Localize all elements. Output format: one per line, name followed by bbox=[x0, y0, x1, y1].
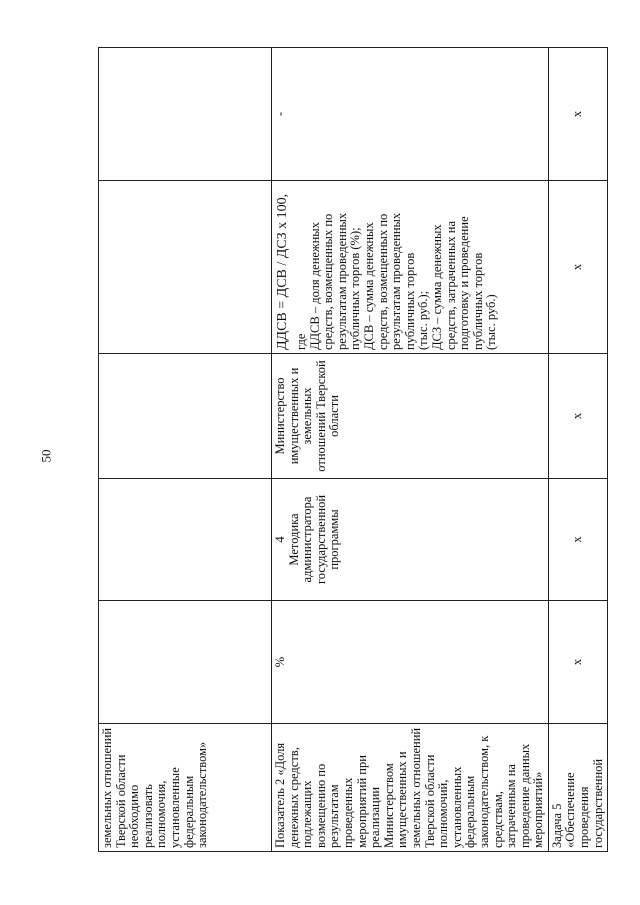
table-row bbox=[99, 48, 272, 852]
formula-line: (тыс. руб.) bbox=[484, 294, 499, 350]
formula-line: ДСЗ – сумма денежных средств, затраченных на подготовку и проведение публичных торгов bbox=[429, 216, 485, 350]
indicator-table bbox=[98, 47, 608, 852]
formula-line: где bbox=[294, 333, 308, 350]
unit-cell: % bbox=[272, 601, 549, 724]
rotated-table-container bbox=[98, 48, 605, 852]
method-cell: х bbox=[548, 181, 607, 354]
indicator-name-cell: земельных отношений Тверской области необходимо реализовать полномочия, установленные федеральным законодательством» bbox=[99, 724, 272, 852]
note-cell bbox=[99, 48, 272, 181]
formula: ДДСВ = ДСВ / ДСЗ х 100, bbox=[275, 193, 290, 350]
indicator-name-cell: Задача 5 «Обеспечение проведения государственной bbox=[548, 724, 607, 852]
formula-line: (тыс. руб.); bbox=[416, 290, 431, 350]
table-row bbox=[272, 48, 549, 852]
responsible-cell: Министерство имущественных и земельных отношений Тверской области bbox=[272, 354, 549, 479]
unit-cell bbox=[99, 601, 272, 724]
responsible-cell: х bbox=[548, 354, 607, 479]
formula-line: ДСВ – сумма денежных средств, возмещенных по результатам проведенных публичных торгов bbox=[361, 212, 417, 350]
source-cell bbox=[272, 479, 549, 601]
formula-line: ДДСВ – доля денежных средств, возмещенных по результатам проведенных публичных торгов (%); bbox=[307, 212, 363, 350]
page-number: 50 bbox=[38, 449, 54, 463]
table-row bbox=[548, 48, 607, 852]
source-text: Методика администратора государственной программы bbox=[286, 494, 342, 585]
method-cell bbox=[272, 181, 549, 354]
method-cell bbox=[99, 181, 272, 354]
responsible-cell bbox=[99, 354, 272, 479]
source-cell: х bbox=[548, 479, 607, 601]
source-number: 4 bbox=[273, 536, 287, 543]
unit-cell: х bbox=[548, 601, 607, 724]
source-cell bbox=[99, 479, 272, 601]
note-cell: х bbox=[548, 48, 607, 181]
note-cell: - bbox=[272, 48, 549, 181]
indicator-name-cell: Показатель 2 «Доля денежных средств, подлежащих возмещению по результатам проведенных мероприятий при реализации Министерством имущественных и земельных отношений Тверской области полномочий, установленных федеральным законодательством, к средствам, затраченным на проведение данных мероприятий» bbox=[272, 724, 549, 852]
